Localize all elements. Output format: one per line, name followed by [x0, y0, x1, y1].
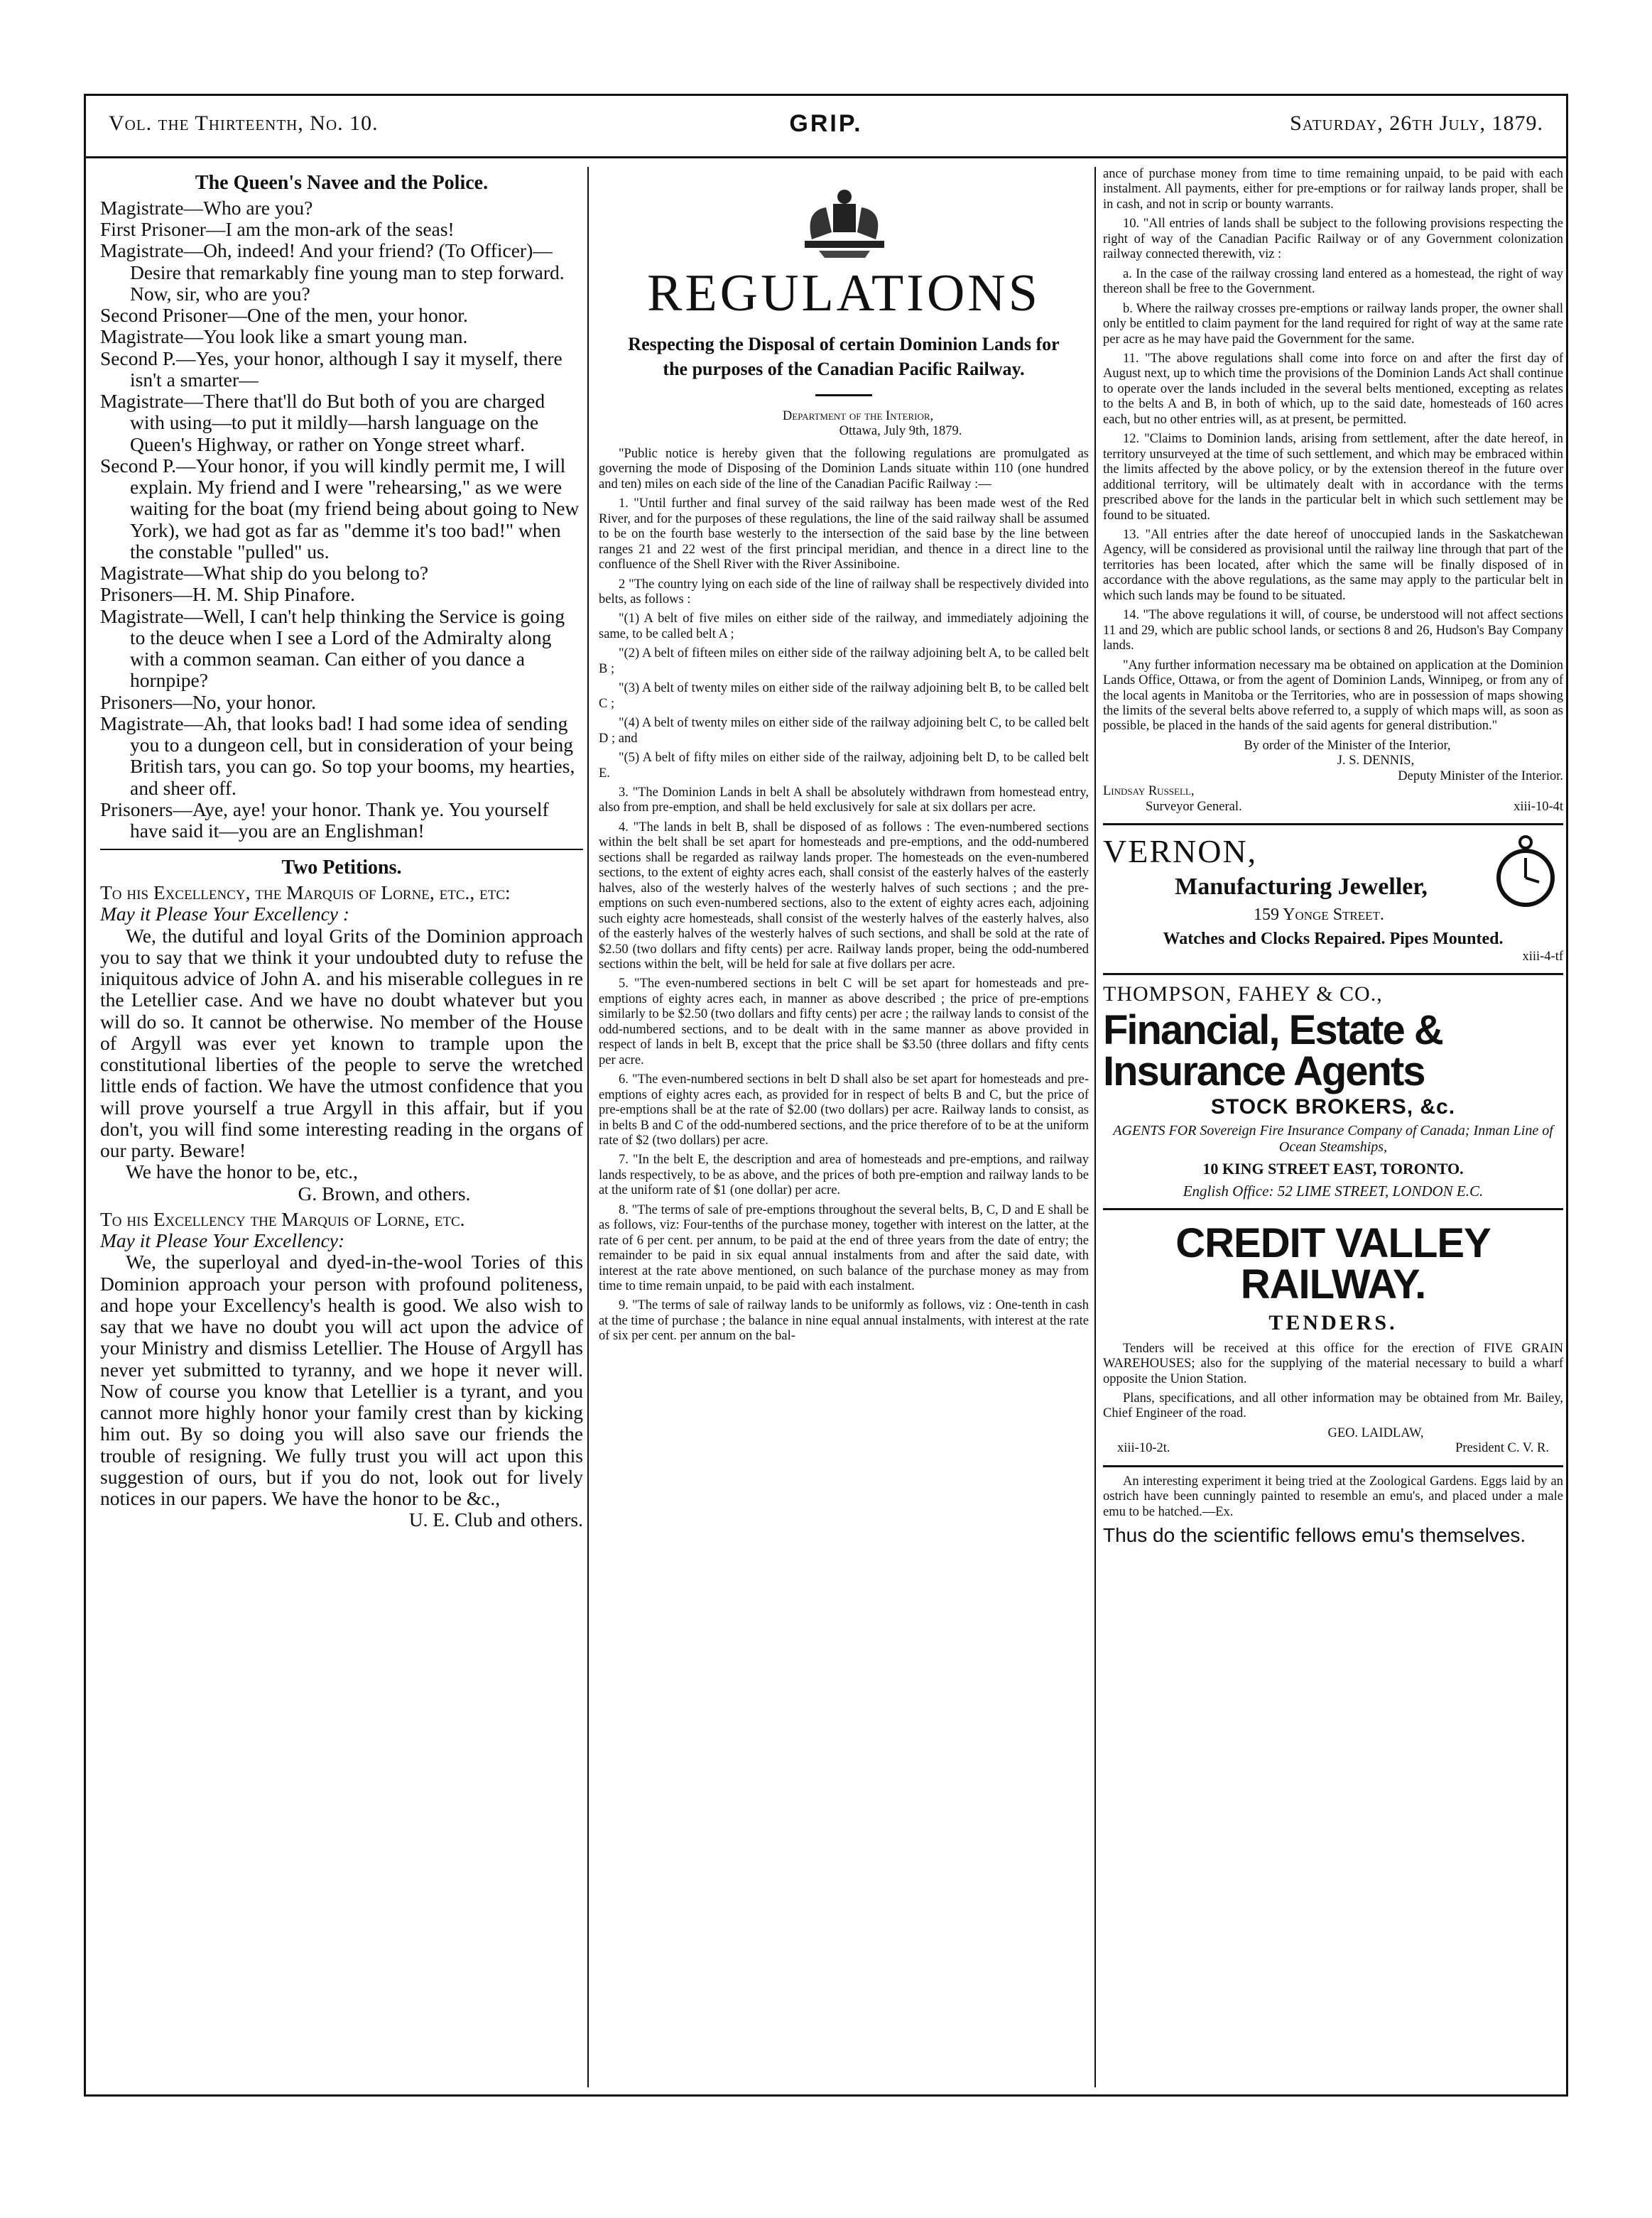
credit-valley-advertisement [1103, 1208, 1563, 1457]
vernon-address: 159 Yonge Street. [1254, 905, 1384, 924]
thompson-office: English Office: 52 LIME STREET, LONDON E.C. [1183, 1182, 1484, 1200]
vernon-code: xiii-4-tf [1522, 949, 1563, 964]
signer-title: Deputy Minister of the Interior. [1398, 768, 1563, 783]
column-left [100, 167, 583, 2087]
credit-footer-row [1103, 1441, 1563, 1456]
regulation-paragraph: 9. "The terms of sale of railway lands to be uniformly as follows, viz : One-tenth in cash at the time of purchase ; the balance in nine equal annual instalments, with interest at the rate of six per cent. per annum on the bal- [599, 1298, 1089, 1344]
column-rule-1 [587, 167, 589, 2087]
ad-code: xiii-10-4t [1514, 799, 1563, 814]
dialogue-line: Prisoners—H. M. Ship Pinafore. [100, 583, 356, 606]
dialogue-line: Prisoners—No, your honor. [100, 690, 317, 713]
petition-1-closing: We have the honor to be, etc., [126, 1160, 358, 1183]
petition-2-salutation: May it Please Your Excellency: [100, 1229, 345, 1252]
regulation-paragraph: 6. "The even-numbered sections in belt D shall also be set apart for homesteads and pre-emptions of eighty acres each, as provided for in respect of belts B and C, but the price of pre-emptions shall be at the rate of $2.00 (two dollars) per acre. Railway lands to consist, as in belts B and C of the odd-numbered sections, and the price therefore of to be at the uniform rate of $2 (two dollars) per acre. [599, 1072, 1089, 1148]
tenders-heading: TENDERS. [1268, 1310, 1398, 1334]
petition-1-body: We, the dutiful and loyal Grits of the Dominion approach you to say that we think it your undoubted duty to refuse the iniquitous advice of John A. and his miserable collegues in re the Letellier case. And we have no doubt whatever but you will do so. It cannot be otherwise. No member of the House of Argyll was ever yet known to trample upon the constitutional liberties of the people to serve the wretched little ends of faction. We have the utmost confidence that you will prove yourself a true Argyll in this affair, but if you don't, you will find some interesting reading in the organs of our party. Beware! [100, 924, 583, 1162]
column-right [1103, 167, 1563, 2087]
column-rule-2 [1094, 167, 1096, 2087]
dialogue-line: Magistrate—Who are you? [100, 196, 313, 219]
petition-2-signature: U. E. Club and others. [408, 1508, 583, 1531]
credit-signer: GEO. LAIDLAW, [1327, 1425, 1424, 1440]
newspaper-page [84, 94, 1568, 2097]
thompson-name: THOMPSON, FAHEY & CO., [1103, 982, 1383, 1006]
dialogue-line: Magistrate—You look like a smart young man. [100, 325, 468, 348]
volume-number: Vol. the Thirteenth, No. 10. [109, 112, 379, 135]
regulation-paragraph: 11. "The above regulations shall come into force on and after the first day of August next, up to which time the provisions of the Dominion Lands Act shall continue to operate over the lands included in the several belts mentioned, excepting as relates to the belts A and B, in both of which, up to the said date, homesteads of 160 acres each, but no other entries will, as at present, be permitted. [1103, 351, 1563, 427]
petition-1-signature: G. Brown, and others. [298, 1182, 471, 1205]
regulation-paragraph: "Public notice is hereby given that the following regulations are promulgated as governing the mode of Disposing of the Dominion Lands situate within 110 (one hundred and ten) miles on each side of the line of the Canadian Pacific Railway :— [599, 446, 1089, 491]
order-line: By order of the Minister of the Interior, [1244, 738, 1451, 753]
tenders-body-2: Plans, specifications, and all other information may be obtained from Mr. Bailey, Chief Engineer of the road. [1103, 1391, 1563, 1421]
tenders-body: Tenders will be received at this office for the erection of FIVE GRAIN WAREHOUSES; also for the supplying of the material necessary to build a wharf opposite the Union Station. [1103, 1341, 1563, 1386]
regulation-paragraph: "Any further information necessary ma be obtained on application at the Dominion Lands Office, Ottawa, or from the agent of Dominion Lands, Winnipeg, or from any of the local agents in Manitoba or the Territories, who are in possession of maps showing the limits of the several belts above referred to, a supply of which maps will, as soon as possible, be placed in the hands of the said agents for general distribution." [1103, 658, 1563, 734]
issue-date: Saturday, 26th July, 1879. [1290, 112, 1543, 135]
regulation-paragraph: 4. "The lands in belt B, shall be disposed of as follows : The even-numbered sections within the belt shall be set apart for homesteads and pre-emptions, and the odd-numbered sections shall be regarded as railway lands proper. The homesteads on the even-numbered sections, to the extent of eighty acres each, shall consist of the easterly halves of the easterly halves, also of the westerly halves of the westerly halves of such sections ; and the pre-emptions on such even-numbered sections, also to the extent of eighty acres each, adjoining such eighty acre homesteads, shall consist of the westerly halves of the easterly halves, also of the easterly halves of the westerly halves of such sections, and shall be sold at the rate of $2.50 (two dollars and fifty cents) per acre. Railway lands proper, being the odd-numbered sections within the belt, will be held for sale at five dollars per acre. [599, 820, 1089, 972]
regulation-paragraph: 2 "The country lying on each side of the line of railway shall be respectively divided into belts, as follows : [599, 577, 1089, 607]
regulation-paragraph: 3. "The Dominion Lands in belt A shall be absolutely withdrawn from homestead entry, also from pre-emption, and shall be held exclusively for sale at six dollars per acre. [599, 785, 1089, 815]
dialogue-line: Prisoners—Aye, aye! your honor. Thank ye. You yourself have said it—you are an Englishman! [100, 798, 549, 842]
page-header [86, 96, 1566, 158]
regulation-paragraph: "(2) A belt of fifteen miles on either side of the railway adjoining belt A, to be called belt B ; [599, 646, 1089, 676]
article-title-navee: The Queen's Navee and the Police. [195, 172, 489, 194]
thompson-brokers: STOCK BROKERS, &c. [1210, 1094, 1456, 1119]
petition-2-body: We, the superloyal and dyed-in-the-wool Tories of this Dominion approach your person with profound politeness, and hope your Excellency's health is good. We also wish to say that we have no doubt you will act upon the advice of your Ministry and dismiss Letellier. The House of Argyll has never yet submitted to tyranny, and we hope it never will. Now of course you know that Letellier is a tyrant, and you cannot more highly honor your family crest than by kicking him out. By so doing you will also save our friends the trouble of resigning. We fully trust you will act upon this suggestion of ours, but if you do not, look out for lively notices in our papers. We have the honor to be &c., [100, 1251, 583, 1510]
thompson-agents: AGENTS FOR Sovereign Fire Insurance Company of Canada; Inman Line of Ocean Steamships, [1113, 1122, 1553, 1155]
regulation-paragraph: 10. "All entries of lands shall be subject to the following provisions respecting the right of way of the Canadian Pacific Railway or of any Government colonization railway connected therewith, viz : [1103, 217, 1563, 262]
regulation-paragraph: 13. "All entries after the date hereof of unoccupied lands in the Saskatchewan Agency, will be considered as provisional until the railway line through that part of the territories has been located, after which the same will be finally disposed of in accordance with the above regulations, as the same may apply to the particular belt in which such lands may be found to be situated. [1103, 527, 1563, 603]
dialogue-line: Magistrate—Oh, indeed! And your friend? (To Officer)—Desire that remarkably fine young man to step forward. Now, sir, who are you? [100, 239, 565, 305]
thompson-address: 10 KING STREET EAST, TORONTO. [1202, 1160, 1464, 1178]
regulation-paragraph: 7. "In the belt E, the description and area of homesteads and pre-emptions, and railway lands respectively, to be as above, and the prices of both pre-emption and railway lands to be at the uniform rate of $1 (one dollar) per acre. [599, 1153, 1089, 1198]
regulation-paragraph: "(3) A belt of twenty miles on either side of the railway adjoining belt B, to be called belt C ; [599, 681, 1089, 711]
royal-coat-of-arms-icon [790, 183, 897, 261]
article-title-petitions: Two Petitions. [281, 857, 402, 879]
vernon-trade: Manufacturing Jeweller, [1175, 874, 1428, 901]
emu-quip: Thus do the scientific fellows emu's themselves. [1103, 1524, 1526, 1547]
russell-name: Lindsay Russell, [1103, 784, 1195, 799]
dialogue-line: Magistrate—Well, I can't help thinking the Service is going to the deuce when I see a Lord of the Admiralty along with a common seaman. Can either of you dance a hornpipe? [100, 604, 565, 692]
regulations-title: REGULATIONS [647, 264, 1040, 322]
regulation-paragraph: a. In the case of the railway crossing land entered as a homestead, the right of way thereon shall be free to the Government. [1103, 266, 1563, 297]
divider [100, 849, 583, 850]
regulation-paragraph: 1. "Until further and final survey of the said railway has been made west of the Red River, and for the purposes of these regulations, the line of the said railway shall be assumed to be on the fourth base westerly to the intersection of the said base by the line between ranges 21 and 22 west of the first principal meridian, and thence in a direct line to the confluence of the Shell River with the River Assiniboine. [599, 496, 1089, 572]
pocket-watch-icon [1494, 832, 1558, 910]
petition-2-address: To his Excellency the Marquis of Lorne, etc. [100, 1207, 465, 1230]
petition-1-address: To his Excellency, the Marquis of Lorne, etc., etc: [100, 881, 511, 904]
emu-item [1103, 1465, 1563, 1548]
russell-row [1103, 800, 1563, 815]
thompson-headline: Financial, Estate & Insurance Agents [1103, 1006, 1442, 1094]
masthead-title: GRIP. [789, 110, 863, 137]
vernon-advertisement [1103, 823, 1563, 964]
petition-1-salutation: May it Please Your Excellency : [100, 903, 350, 925]
signer-name: J. S. DENNIS, [1337, 754, 1415, 768]
short-divider [815, 394, 872, 396]
dialogue-line: Magistrate—There that'll do But both of you are charged with using—to put it mildly—harsh language on the Queen's Highway, or rather on Yonge street wharf. [100, 390, 545, 455]
credit-valley-title: CREDIT VALLEY RAILWAY. [1175, 1219, 1491, 1308]
regulation-paragraph: "(5) A belt of fifty miles on either side of the railway, adjoining belt D, to be called belt E. [599, 751, 1089, 781]
dialogue-line: Second P.—Yes, your honor, although I say it myself, there isn't a smarter— [100, 347, 563, 391]
vernon-name: VERNON, [1103, 833, 1258, 870]
credit-signer-title: President C. V. R. [1455, 1441, 1549, 1456]
regulation-paragraph: 12. "Claims to Dominion lands, arising from settlement, after the date hereof, in territory unsurveyed at the time of such settlement, and which may be embraced within the limits affected by the above policy, or by the extension thereof in the future over additional territory, will be ultimately dealt with in accordance with the terms prescribed above for the lands in the particular belt in which such settlement may be found to be situated. [1103, 432, 1563, 523]
regulation-paragraph: ance of purchase money from time to time remaining unpaid, to be paid with each instalment. All payments, either for pre-emptions or for railway lands proper, shall be in cash, and not in scrip or bounty warrants. [1103, 167, 1563, 212]
department-line: Department of the Interior, [782, 409, 934, 424]
dialogue [100, 197, 583, 842]
regulation-paragraph: 5. "The even-numbered sections in belt C will be set apart for homesteads and pre-emptions of eighty acres each, in manner as above described ; the price of pre-emptions similarly to be $2.50 (two dollars and fifty cents) per acre ; the railway lands to consist of the odd-numbered sections, and to be dealt with in the same manner as above provided in respect of lands in belt B, except that the price shall be $3.50 (three dollars and fifty cents per acre. [599, 977, 1089, 1067]
column-middle [599, 167, 1089, 2087]
dialogue-line: Magistrate—What ship do you belong to? [100, 562, 429, 585]
regulation-paragraph: 14. "The above regulations it will, of course, be understood will not affect sections 11 and 29, which are public school lands, or sections 8 and 26, Hudson's Bay Company lands. [1103, 608, 1563, 653]
regulation-paragraph: 8. "The terms of sale of pre-emptions throughout the several belts, B, C, D and E shall be as follows, viz: Four-tenths of the purchase money, together with interest on the latter, at the rate of 6 per cent. per annum, to be paid at the end of three years from the date of entry; the remainder to be paid in six equal annual instalments from and after the said date, with interest at the rate above mentioned, on such balance of the purchase money as may from time to time remain unpaid, to be paid with each instalment. [599, 1202, 1089, 1294]
regulation-paragraph: b. Where the railway crosses pre-emptions or railway lands proper, the owner shall only be entitled to claim payment for the land required for right of way at the same rate per acre as he may have paid the Government for the same. [1103, 301, 1563, 347]
regulation-paragraph: "(4) A belt of twenty miles on either side of the railway adjoining belt C, to be called belt D ; and [599, 716, 1089, 746]
emu-text: An interesting experiment it being tried at the Zoological Gardens. Eggs laid by an ostrich have been cunningly painted to resemble an emu's, and placed under a male emu to be hatched.—Ex. [1103, 1474, 1563, 1519]
dialogue-line: First Prisoner—I am the mon-ark of the seas! [100, 218, 455, 241]
credit-code: xiii-10-2t. [1117, 1441, 1170, 1456]
vernon-tagline: Watches and Clocks Repaired. Pipes Mounted. [1163, 929, 1504, 948]
dialogue-line: Magistrate—Ah, that looks bad! I had some idea of sending you to a dungeon cell, but in consideration of your being British tars, you can go. So top your booms, my hearties, and sheer off. [100, 712, 575, 799]
thompson-advertisement [1103, 973, 1563, 1200]
regulations-subtitle: Respecting the Disposal of certain Dominion Lands for the purposes of the Canadian Pacific Railway. [628, 333, 1060, 379]
dateline: Ottawa, July 9th, 1879. [839, 424, 962, 439]
dialogue-line: Second P.—Your honor, if you will kindly permit me, I will explain. My friend and I were "rehearsing," as we were waiting for the boat (my friend being about going to New York), we had got as far as "demme it's too bad!" when the constable "pulled" us. [100, 454, 580, 562]
regulation-paragraph: "(1) A belt of five miles on either side of the railway, and immediately adjoining the same, to be called belt A ; [599, 611, 1089, 641]
dialogue-line: Second Prisoner—One of the men, your honor. [100, 304, 468, 327]
russell-title: Surveyor General. [1146, 799, 1242, 814]
